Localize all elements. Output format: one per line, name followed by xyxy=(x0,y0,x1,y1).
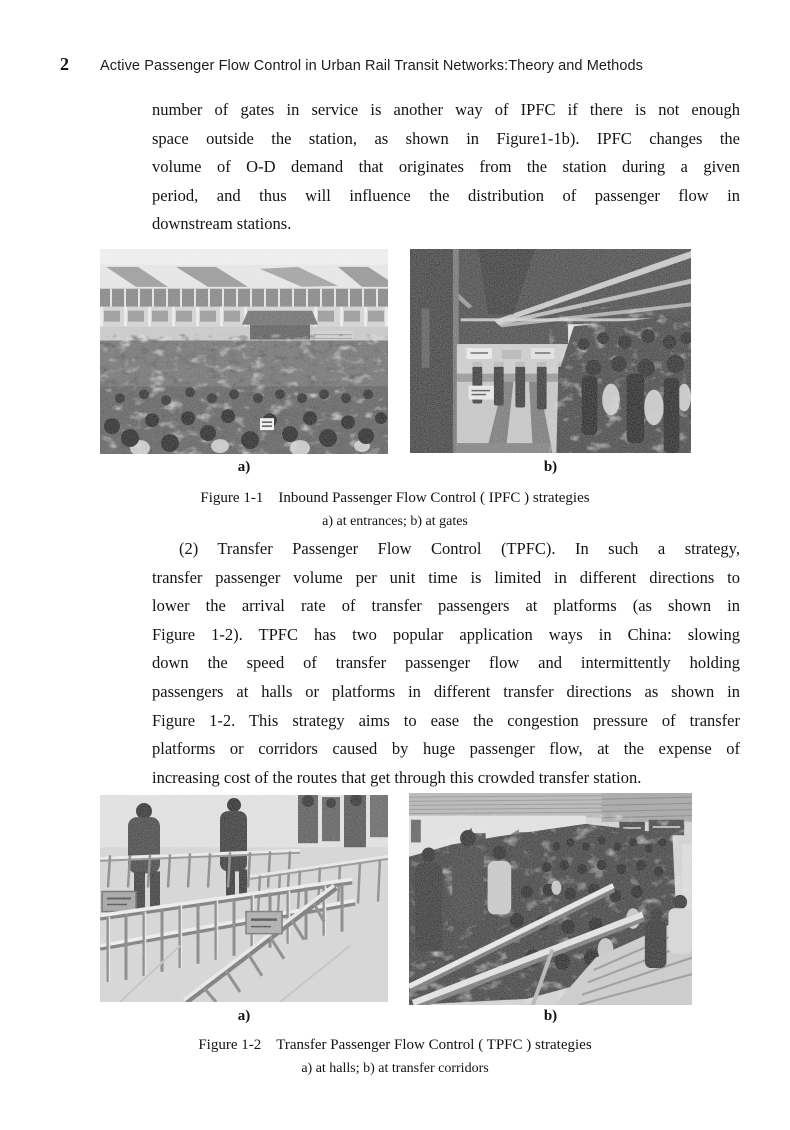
text-line: number of gates in service is another way of IPFC if there is not enough xyxy=(152,100,740,119)
figure-1-2-caption: Figure 1-2 Transfer Passenger Flow Control ( TPFC ) strategies xyxy=(198,1037,592,1053)
text-line: increasing cost of the routes that get through this crowded transfer station. xyxy=(152,767,642,787)
figure-1-2-label-b: b) xyxy=(543,1008,558,1024)
figure-1-1-subcaption: a) at entrances; b) at gates xyxy=(322,514,468,529)
paragraph-ipfc xyxy=(152,96,740,239)
running-title: Active Passenger Flow Control in Urban Rail Transit Networks:Theory and Methods xyxy=(100,58,644,74)
figure-1-2-subcaption: a) at halls; b) at transfer corridors xyxy=(301,1061,489,1076)
text-line: passengers at halls or platforms in different transfer directions as shown in xyxy=(152,681,740,701)
figure-1-1-photo-b-fare-gates xyxy=(410,249,691,453)
text-line: Figure 1-2). TPFC has two popular application ways in China: slowing xyxy=(152,624,740,644)
figure-1-2-label-a: a) xyxy=(237,1008,251,1024)
figure-1-2-photo-b-transfer-corridor xyxy=(409,793,692,1005)
text-line: platforms or corridors caused by huge passenger flow, at the expense of xyxy=(152,739,740,759)
page-number: 2 xyxy=(60,54,69,74)
page-header xyxy=(60,54,750,75)
figure-1-1-photo-a-crowd-at-entrance xyxy=(100,249,388,454)
text-line: volume of O-D demand that originates from the station during a given xyxy=(152,157,740,177)
text-line: period, and thus will influence the distribution of passenger flow in xyxy=(152,185,740,205)
figure-1-1-label-b: b) xyxy=(543,459,558,475)
text-line: transfer passenger volume per unit time is limited in different directions to xyxy=(152,567,740,587)
figure-1-1-caption: Figure 1-1 Inbound Passenger Flow Control ( IPFC ) strategies xyxy=(200,490,590,506)
text-line: Figure 1-2. This strategy aims to ease the congestion pressure of transfer xyxy=(152,710,740,730)
text-line: space outside the station, as shown in Figure1-1b). IPFC changes the xyxy=(152,128,740,148)
text-line: down the speed of transfer passenger flow and intermittently holding xyxy=(152,653,740,673)
text-line: lower the arrival rate of transfer passengers at platforms (as shown in xyxy=(152,596,740,616)
figure-1-1-label-a: a) xyxy=(237,459,251,475)
text-line: (2) Transfer Passenger Flow Control (TPFC). In such a strategy, xyxy=(179,539,740,558)
paragraph-tpfc xyxy=(152,535,740,792)
figure-1-2-photo-a-barriers-at-hall xyxy=(100,795,388,1002)
text-line: downstream stations. xyxy=(152,214,292,234)
